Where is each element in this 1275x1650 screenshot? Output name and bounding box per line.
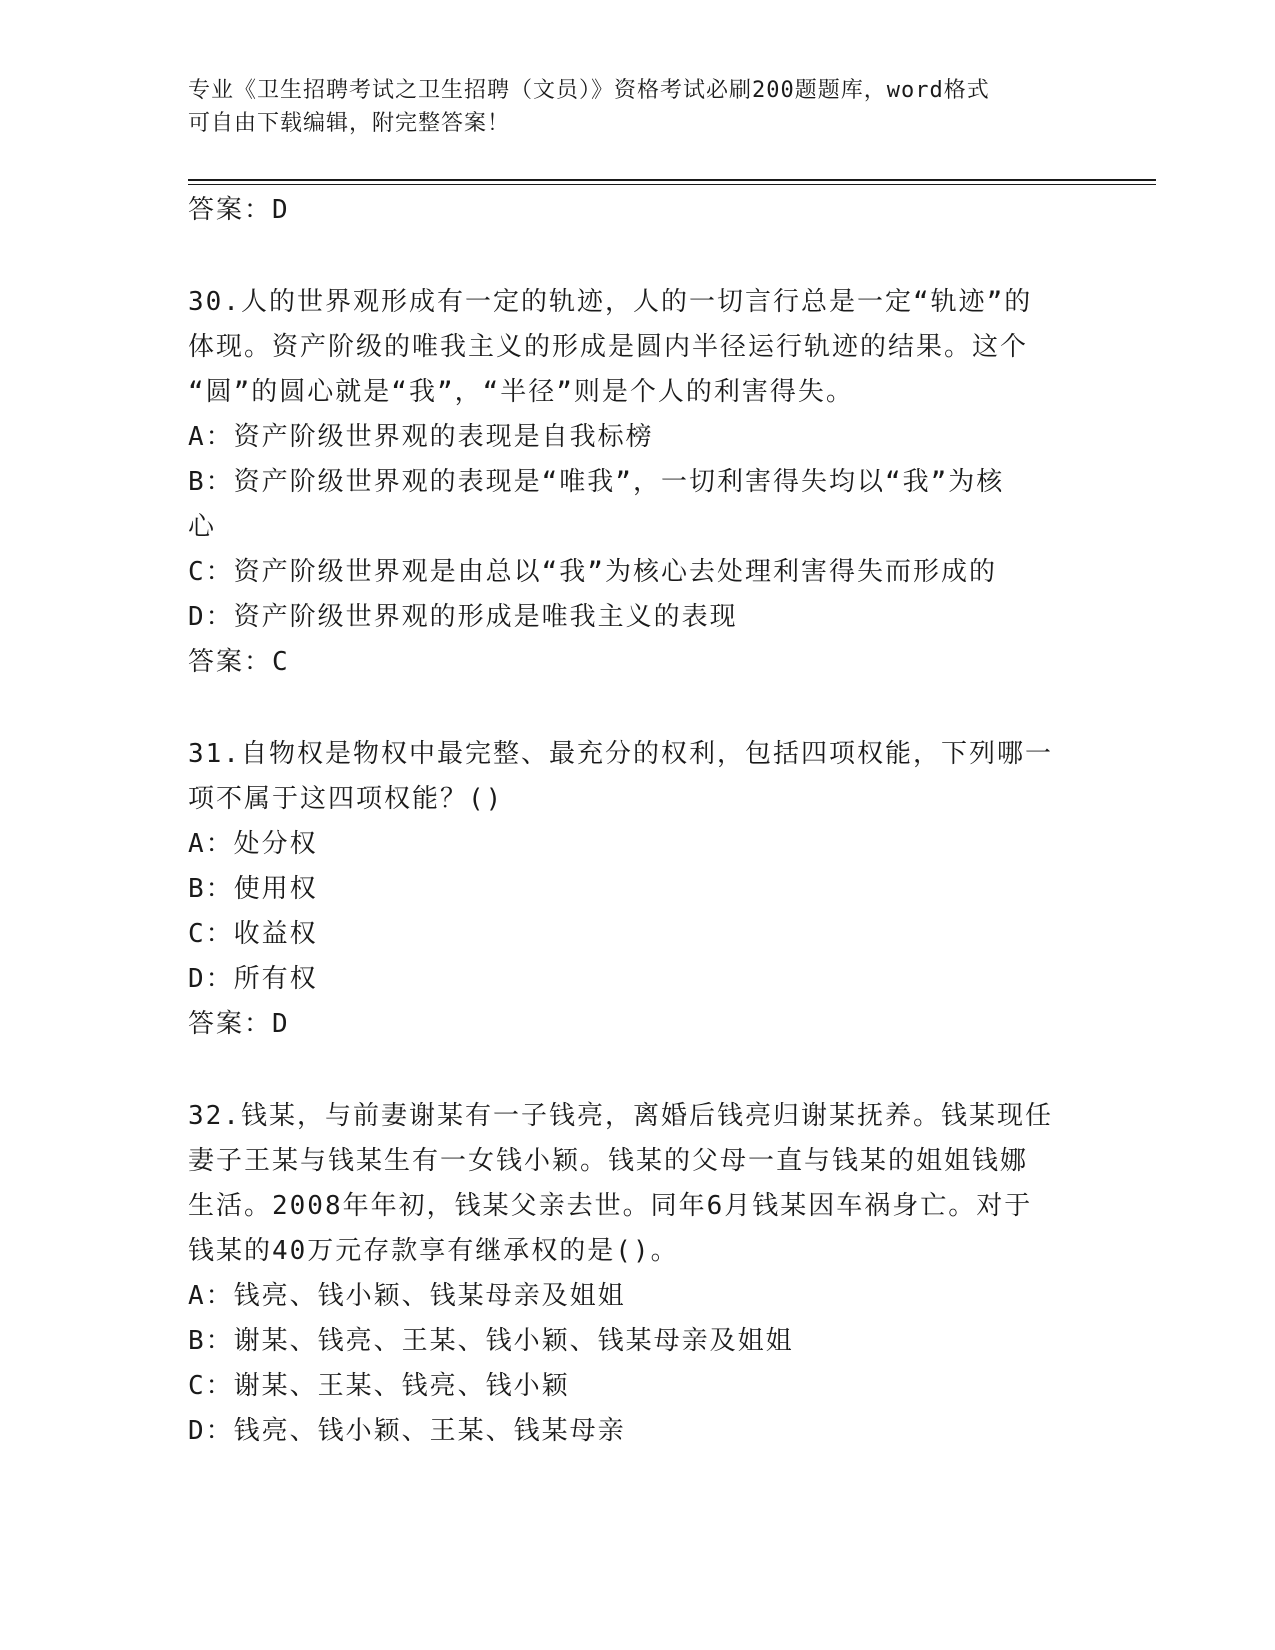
page-header [188, 74, 1068, 140]
option-c: C：谢某、王某、钱亮、钱小颖 [188, 1371, 570, 1401]
document-body [188, 188, 1088, 1454]
option-b: B：使用权 [188, 874, 318, 904]
question-stem-line: 钱某的40万元存款享有继承权的是()。 [188, 1236, 679, 1266]
option-a: A：钱亮、钱小颖、钱某母亲及姐姐 [188, 1281, 626, 1311]
option-b: B：资产阶级世界观的表现是“唯我”，一切利害得失均以“我”为核 [188, 467, 1005, 497]
option-a: A：资产阶级世界观的表现是自我标榜 [188, 422, 654, 452]
option-d: D：资产阶级世界观的形成是唯我主义的表现 [188, 602, 738, 632]
option-d: D：所有权 [188, 964, 318, 994]
answer: 答案：D [188, 1009, 290, 1039]
question-30 [188, 280, 1088, 685]
answer: 答案：C [188, 647, 290, 677]
option-b-continued: 心 [188, 512, 217, 542]
header-line-1: 专业《卫生招聘考试之卫生招聘（文员）》资格考试必刷200题题库，word格式 [188, 78, 990, 103]
spacer [188, 685, 1088, 732]
spacer [188, 1047, 1088, 1094]
header-divider-thin [188, 184, 1156, 185]
option-a: A：处分权 [188, 829, 318, 859]
header-line-2: 可自由下载编辑，附完整答案！ [188, 111, 511, 136]
question-stem-line: 体现。资产阶级的唯我主义的形成是圆内半径运行轨迹的结果。这个 [188, 332, 1029, 362]
option-d: D：钱亮、钱小颖、王某、钱某母亲 [188, 1416, 626, 1446]
question-stem-line: 31.自物权是物权中最完整、最充分的权利，包括四项权能，下列哪一 [188, 739, 1053, 769]
question-32 [188, 1094, 1088, 1454]
header-divider-thick [188, 179, 1156, 181]
question-stem-line: 30.人的世界观形成有一定的轨迹，人的一切言行总是一定“轨迹”的 [188, 287, 1033, 317]
question-31 [188, 732, 1088, 1047]
answer-previous: 答案：D [188, 195, 290, 225]
question-stem-line: 32.钱某，与前妻谢某有一子钱亮，离婚后钱亮归谢某抚养。钱某现任 [188, 1101, 1053, 1131]
question-stem-line: 项不属于这四项权能？() [188, 784, 504, 814]
question-stem-line: 妻子王某与钱某生有一女钱小颖。钱某的父母一直与钱某的姐姐钱娜 [188, 1146, 1029, 1176]
question-stem-line: 生活。2008年年初，钱某父亲去世。同年6月钱某因车祸身亡。对于 [188, 1191, 1033, 1221]
option-c: C：资产阶级世界观是由总以“我”为核心去处理利害得失而形成的 [188, 557, 997, 587]
option-b: B：谢某、钱亮、王某、钱小颖、钱某母亲及姐姐 [188, 1326, 794, 1356]
spacer [188, 233, 1088, 280]
question-stem-line: “圆”的圆心就是“我”，“半径”则是个人的利害得失。 [188, 377, 854, 407]
option-c: C：收益权 [188, 919, 318, 949]
